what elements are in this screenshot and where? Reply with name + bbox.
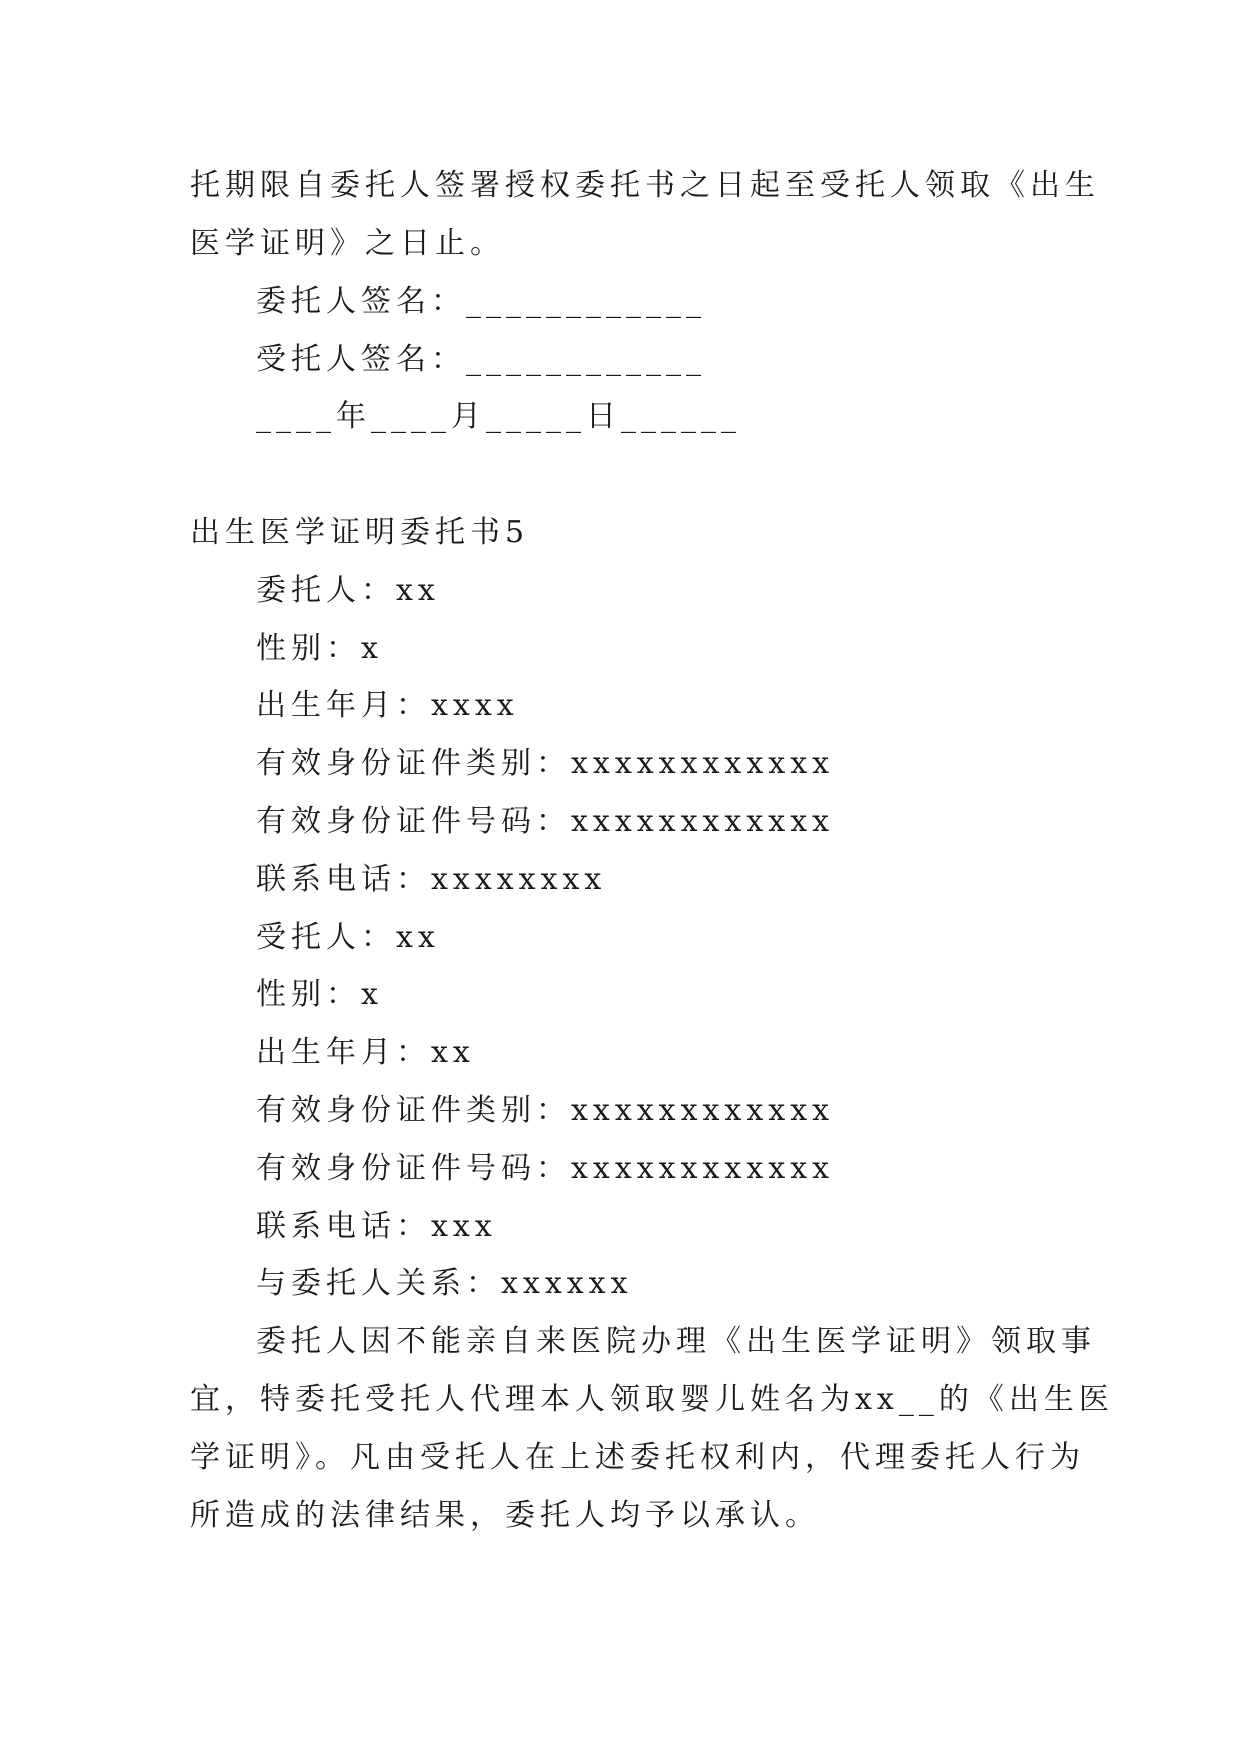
date-line: ____年____月_____日______ bbox=[256, 399, 741, 434]
field-relationship: 与委托人关系：xxxxxx bbox=[256, 1266, 633, 1301]
field-agent-id-number: 有效身份证件号码：xxxxxxxxxxxx bbox=[256, 1151, 835, 1186]
field-agent-birth: 出生年月：xx bbox=[256, 1035, 475, 1070]
field-principal-id-number: 有效身份证件号码：xxxxxxxxxxxx bbox=[256, 804, 835, 839]
section-title: 出生医学证明委托书5 bbox=[190, 515, 530, 550]
paragraph-line-3: 学证明》。凡由受托人在上述委托权利内，代理委托人行为 bbox=[190, 1440, 1085, 1475]
paragraph-line-1: 委托人因不能亲自来医院办理《出生医学证明》领取事 bbox=[256, 1324, 1096, 1359]
field-principal-name: 委托人：xx bbox=[256, 573, 440, 608]
field-principal-id-type: 有效身份证件类别：xxxxxxxxxxxx bbox=[256, 746, 835, 781]
intro-line-1: 托期限自委托人签署授权委托书之日起至受托人领取《出生 bbox=[190, 168, 1100, 203]
field-principal-phone: 联系电话：xxxxxxxx bbox=[256, 862, 607, 897]
field-agent-phone: 联系电话：xxx bbox=[256, 1209, 497, 1244]
paragraph-line-4: 所造成的法律结果，委托人均予以承认。 bbox=[190, 1498, 820, 1533]
field-agent-name: 受托人：xx bbox=[256, 920, 440, 955]
paragraph-line-2: 宜，特委托受托人代理本人领取婴儿姓名为xx__的《出生医 bbox=[190, 1382, 1114, 1417]
field-agent-id-type: 有效身份证件类别：xxxxxxxxxxxx bbox=[256, 1093, 835, 1128]
field-agent-gender: 性别：x bbox=[256, 977, 383, 1012]
principal-signature-line: 委托人签名：____________ bbox=[256, 284, 706, 319]
field-principal-birth: 出生年月：xxxx bbox=[256, 688, 519, 723]
intro-line-2: 医学证明》之日止。 bbox=[190, 226, 505, 261]
field-principal-gender: 性别：x bbox=[256, 631, 383, 666]
agent-signature-line: 受托人签名：____________ bbox=[256, 342, 706, 377]
